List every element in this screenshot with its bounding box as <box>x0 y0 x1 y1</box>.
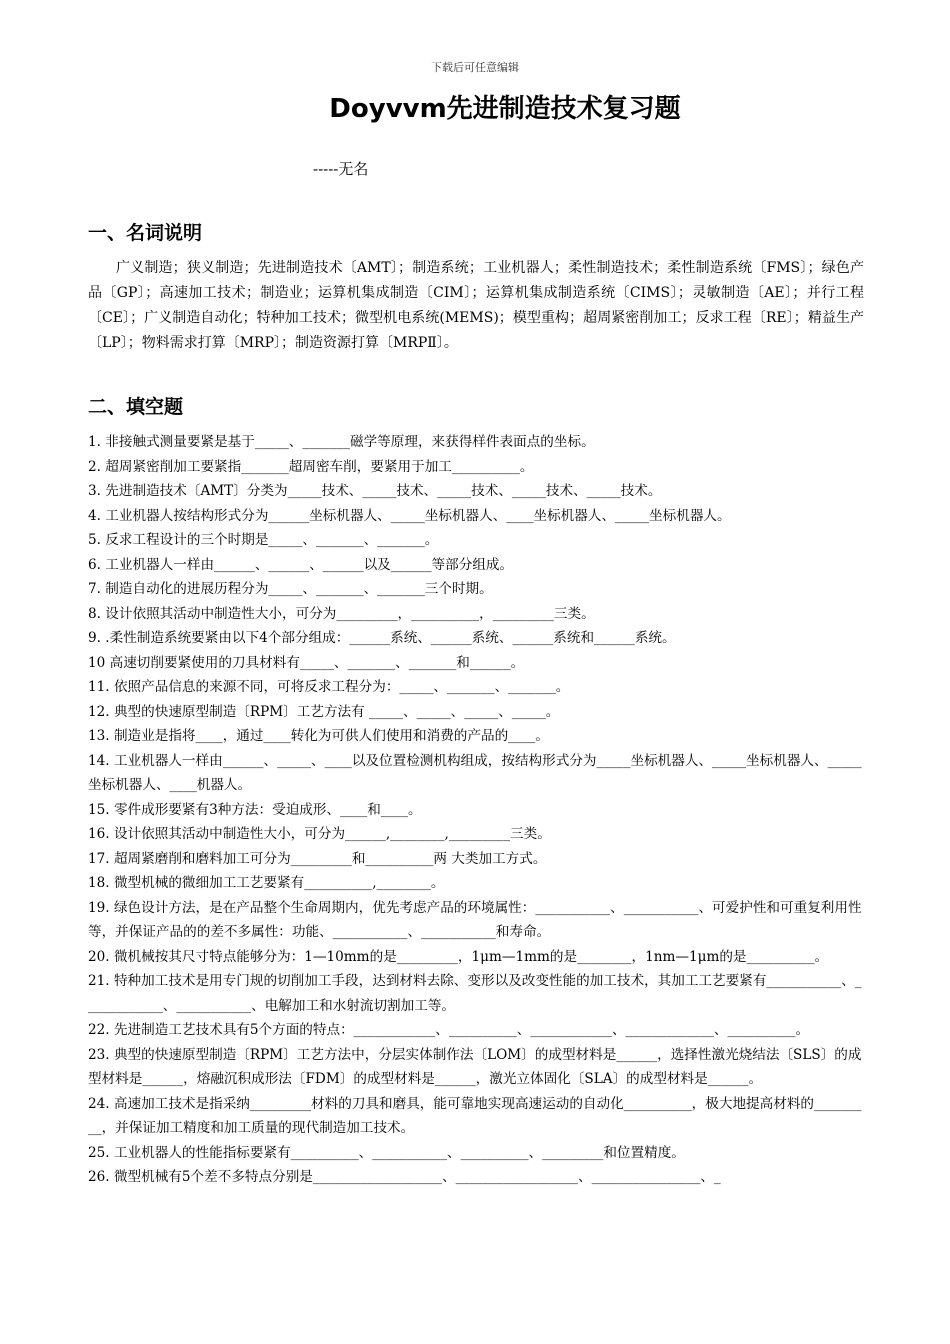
question-item: 23. 典型的快速原型制造〔RPM〕工艺方法中，分层实体制作法〔LOM〕的成型材料是______，选择性激光烧结法〔SLS〕的成型材料是______，熔融沉积成形法〔FDM〕的成型材料是______，激光立体固化〔SLA〕的成型材料是______。 <box>88 1046 862 1087</box>
question-item: 2. 超周紧密削加工要紧指_______超周密车削，要紧用于加工__________。 <box>88 458 534 475</box>
question-item: 20. 微机械按其尺寸特点能够分为：1—10mm的是_________，1μm—1mm的是________，1nm—1μm的是__________。 <box>88 948 829 965</box>
question-item: 13. 制造业是指将____，通过____转化为可供人们使用和消费的产品的____。 <box>88 728 549 744</box>
section-heading-terms: 一、名词说明 <box>88 222 203 244</box>
author-line: -----无名 <box>313 160 369 178</box>
question-item: 26. 微型机械有5个差不多特点分别是___________________、__________________、________________、_ <box>88 1169 721 1185</box>
question-item: 25. 工业机器人的性能指标要紧有__________、___________、__________、_________和位置精度。 <box>88 1144 685 1161</box>
question-item: 6. 工业机器人一样由______、______、______以及______等部分组成。 <box>88 556 514 573</box>
question-item: 9. .柔性制造系统要紧由以下4个部分组成：______系统、______系统、______系统和______系统。 <box>88 630 676 646</box>
question-item: 16. 设计依照其活动中制造性大小，可分为______,________,_________三类。 <box>88 826 551 842</box>
question-list <box>88 430 868 1190</box>
question-item: 3. 先进制造技术〔AMT〕分类为_____技术、_____技术、_____技术、_____技术、_____技术。 <box>88 483 662 499</box>
header-note: 下载后可任意编辑 <box>431 61 519 74</box>
question-item: 19. 绿色设计方法，是在产品整个生命周期内，优先考虑产品的环境属性：___________、___________、可爱护性和可重复利用性等，并保证产品的的差不多属性：功能、___________、___________和寿命。 <box>88 899 862 940</box>
question-item: 22. 先进制造工艺技术具有5个方面的特点：____________、__________、____________、_____________、__________。 <box>88 1022 810 1038</box>
question-item: 5. 反求工程设计的三个时期是_____、_______、_______。 <box>88 532 439 548</box>
question-item: 24. 高速加工技术是指采纳_________材料的刀具和磨具，能可靠地实现高速运动的自动化__________，极大地提高材料的_________，并保证加工精度和加工质量的现代制造加工技术。 <box>88 1095 862 1136</box>
terms-paragraph: 广义制造；狭义制造；先进制造技术〔AMT〕；制造系统；工业机器人；柔性制造技术；柔性制造系统〔FMS〕；绿色产品〔GP〕；高速加工技术；制造业；运算机集成制造〔CIM〕；运算机集成制造系统〔CIMS〕；灵敏制造〔AE〕；并行工程〔CE〕；广义制造自动化；特种加工技术；微型机电系统(MEMS)；模型重构；超周紧密削加工；反求工程〔RE〕；精益生产〔LP〕；物料需求打算〔MRP〕；制造资源打算〔MRPⅡ〕。 <box>88 260 864 351</box>
question-item: 21. 特种加工技术是用专门规的切削加工手段，达到材料去除、变形以及改变性能的加工技术，其加工工艺要紧有___________、____________、___________、电解加工和水射流切割加工等。 <box>88 973 862 1014</box>
question-item: 12. 典型的快速原型制造〔RPM〕工艺方法有 _____、_____、_____、_____。 <box>88 703 560 720</box>
question-item: 14. 工业机器人一样由______、_____、____以及位置检测机构组成，按结构形式分为_____坐标机器人、_____坐标机器人、_____坐标机器人、____机器人。 <box>88 752 862 793</box>
question-item: 7. 制造自动化的进展历程分为_____、_______、_______三个时期。 <box>88 581 493 597</box>
question-item: 8. 设计依照其活动中制造性大小，可分为_________，__________，_________三类。 <box>88 605 595 622</box>
document-title: Doyvvm先进制造技术复习题 <box>329 94 681 124</box>
section-heading-fill-blanks: 二、填空题 <box>88 396 184 418</box>
question-item: 1. 非接触式测量要紧是基于_____、_______磁学等原理，来获得样件表面点的坐标。 <box>88 434 595 450</box>
question-item: 11. 依照产品信息的来源不同，可将反求工程分为：_____、_______、_______。 <box>88 679 570 695</box>
question-item: 10 高速切削要紧使用的刀具材料有_____、_______、_______和______。 <box>88 654 525 671</box>
question-item: 17. 超周紧磨削和磨料加工可分为_________和__________两 大类加工方式。 <box>88 850 547 867</box>
question-item: 4. 工业机器人按结构形式分为______坐标机器人、_____坐标机器人、____坐标机器人、_____坐标机器人。 <box>88 507 731 524</box>
question-item: 18. 微型机械的微细加工工艺要紧有__________,________。 <box>88 875 445 891</box>
question-item: 15. 零件成形要紧有3种方法：受迫成形、____和____。 <box>88 801 422 818</box>
